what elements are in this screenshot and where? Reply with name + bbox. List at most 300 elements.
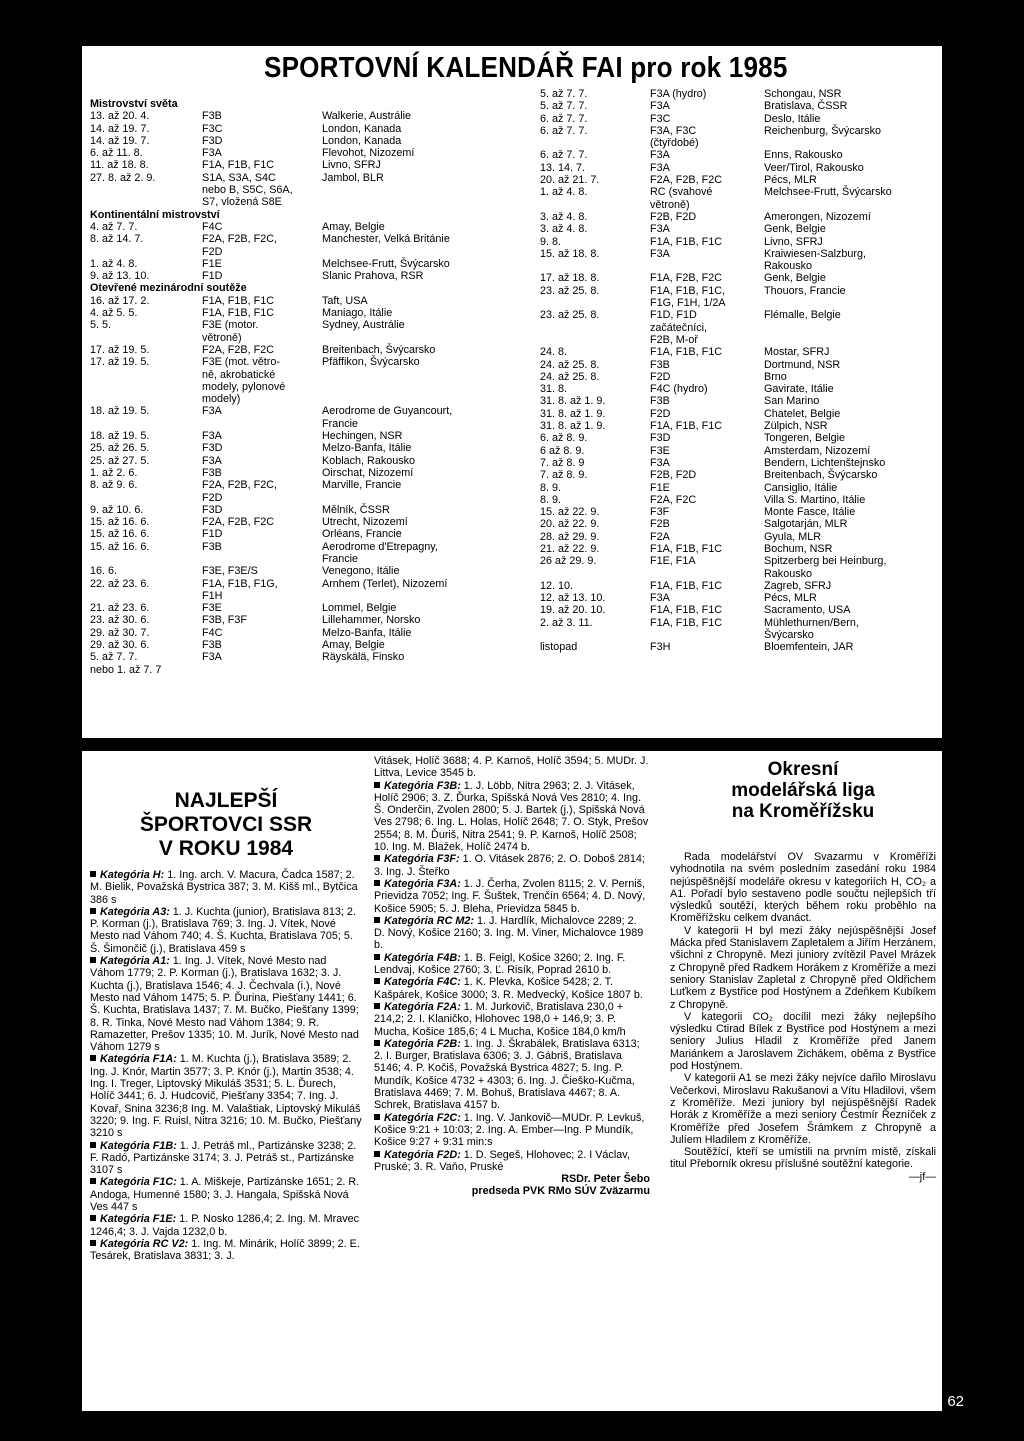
calendar-row [90, 332, 510, 344]
event-place: Amerongen, Nizozemí [764, 210, 871, 223]
event-place: Orléans, Francie [322, 528, 402, 541]
event-date: 16. 6. [90, 565, 118, 578]
event-category: F1A, F1B, F1G, [202, 577, 278, 590]
event-category: nebo B, S5C, S6A, [202, 184, 293, 197]
bullet-icon [374, 1151, 380, 1157]
list-item: Kategória H: 1. Ing. arch. V. Macura, Čadca 1587; 2. M. Bielik, Považská Bystrica 387; 3. M. Kišš ml., Bytčica 386 s [90, 869, 358, 906]
event-place: Bochum, NSR [764, 542, 833, 555]
event-category: (čtyřdobé) [650, 137, 699, 150]
calendar-row [540, 186, 940, 198]
calendar-row [90, 467, 510, 479]
calendar-row [90, 541, 510, 553]
event-date: 31. 8. až 1. 9. [540, 407, 606, 420]
event-category: F2A, F2B, F2C, [202, 479, 277, 492]
calendar-row [90, 639, 510, 651]
event-place: Hechingen, NSR [322, 430, 403, 443]
event-place: Pécs, MLR [764, 592, 817, 605]
event-category: F1D, F1D [650, 309, 697, 322]
list-item: Kategória F1C: 1. A. Miškeje, Partizánske 1651; 2. R. Andoga, Humenné 1580; 3. J. Hangala, Spišská Nová Ves 447 s [90, 1176, 360, 1214]
event-place: Slanic Prahova, RSR [322, 270, 424, 283]
list-item: Kategória F1E: 1. P. Nosko 1286,4; 2. Ing. M. Mravec 1246,4; 3. J. Vajda 1232,0 b. [90, 1213, 360, 1238]
calendar-row [540, 162, 940, 174]
event-date: 4. až 5. 5. [90, 307, 138, 320]
event-date: 8. 9. [540, 493, 562, 506]
event-place: Melzo-Banfa, Itálie [322, 626, 412, 639]
event-place: Maniago, Itálie [322, 307, 393, 320]
event-category: F1D [202, 528, 223, 541]
section-title: Kontinentální mistrovství [90, 208, 220, 221]
event-category: F1E [650, 481, 670, 494]
calendar-row [90, 319, 510, 331]
event-category: F1A, F2B, F2C [650, 272, 722, 285]
calendar-row [540, 629, 940, 641]
event-category: F1A, F1B, F1C [650, 346, 722, 359]
event-date: 5. až 7. 7. [90, 651, 138, 664]
fai-calendar-panel [82, 46, 942, 738]
event-place: Kraiwiesen-Salzburg, [764, 247, 867, 260]
magazine-issue: MODELÁŘ · 2/1985 · 62 [800, 1393, 964, 1410]
event-category: F3A [650, 223, 670, 236]
event-place: Flevohot, Nizozemí [322, 147, 415, 160]
event-date: 17. až 18. 8. [540, 272, 600, 285]
event-date: 18. až 19. 5. [90, 430, 150, 443]
event-date: 9. až 10. 6. [90, 503, 144, 516]
event-date: listopad [540, 641, 578, 654]
event-place: Chatelet, Belgie [764, 407, 841, 420]
event-category: ně, akrobatické [202, 368, 276, 381]
event-date: 5. až 7. 7. [540, 100, 588, 113]
article3-body [670, 851, 936, 1183]
calendar-row [90, 369, 510, 381]
bullet-icon [90, 1215, 96, 1221]
event-category: F1A, F1B, F1C [650, 616, 722, 629]
list-item: Kategória F1A: 1. M. Kuchta (j.), Bratislava 3589; 2. Ing. J. Knór, Martin 3577; 3. P. Knór (j.), Martin 3538; 4. Ing. I. Treger, Liptovský Mikuláš 3531; 5. L. Ďurech, Holíč 3441; 6. J. Hudcovič, Piešťany 3354; 7. Ing. J. Kovař, Snina 3236;8 Ing. M. Valaštiak, Liptovský Mikuláš 3220; 9. Ing. F. Ruisl, Nitra 3216; 10. M. Bučko, Piešťany 3210 s [90, 1053, 362, 1140]
event-category: F1A, F1B, F1C [650, 542, 722, 555]
calendar-row [90, 246, 510, 258]
bullet-icon [90, 871, 96, 877]
calendar-row [540, 309, 940, 321]
calendar-row [540, 408, 940, 420]
calendar-row [540, 334, 940, 346]
event-place: Breitenbach, Švýcarsko [322, 343, 436, 356]
event-category: F1A, F1B, F1C [650, 420, 722, 433]
list-item: Kategória RC V2: 1. Ing. M. Minárik, Holíč 3899; 2. E. Tesárek, Bratislava 3831; 3. J. [90, 1237, 360, 1263]
event-category: F2D [650, 407, 671, 420]
calendar-row [90, 135, 510, 147]
list-item: Kategória A1: 1. Ing. J. Vítek, Nové Mesto nad Váhom 1779; 2. P. Korman (j.), Bratislava 1632; 3. J. Kuchta (j.), Bratislava 1546; 4. J. Čechvala (i.), Nové Mesto nad Váhom 1475; 5. P. Ďurina, Piešťany 1441; 6. Š. Kuchta, Bratislava 1437; 7. M. Bučko, Piešťany 1399; 8. R. Tinka, Nové Mesto nad Váhom 1384; 9. R. Ramazetter, Prešov 1335; 10. M. Jurík, Nové Mesto nad Váhom 1279 s [90, 955, 359, 1054]
event-category: modely) [202, 393, 241, 406]
event-category: F3A [202, 651, 222, 664]
calendar-row [90, 221, 510, 233]
event-category: F1H [202, 589, 223, 602]
event-category: F3E (mot. větro- [202, 356, 280, 369]
event-category: F1A, F1B, F1C [650, 579, 722, 592]
event-date: 1. až 4. 8. [540, 186, 588, 199]
event-category: F3E [202, 602, 222, 615]
event-date: 18. až 19. 5. [90, 405, 150, 418]
bullet-icon [374, 1040, 380, 1046]
event-date: 28. až 29. 9. [540, 530, 600, 543]
event-category: F2A, F2B, F2C [650, 174, 722, 187]
event-date: 21. až 23. 6. [90, 602, 150, 615]
event-place: Sydney, Austrálie [322, 319, 405, 332]
calendar-row [540, 149, 940, 161]
event-place: Koblach, Rakousko [322, 454, 416, 467]
event-category: F1A, F1B, F1C [202, 307, 274, 320]
event-category: F3A (hydro) [650, 88, 707, 100]
event-category: F1A, F1B, F1C [650, 235, 722, 248]
bullet-icon [374, 978, 380, 984]
calendar-row [540, 285, 940, 297]
event-category: F3D [202, 503, 223, 516]
event-place: Rakousko [764, 567, 813, 580]
calendar-row [90, 528, 510, 540]
paragraph: Soutěžící, kteří se umístili na prvním místě, získali titul Přeborník okresu příslušné soutěžní kategorie. [670, 1146, 936, 1171]
calendar-row [540, 432, 940, 444]
calendar-row [540, 395, 940, 407]
event-date: nebo 1. až 7. 7 [90, 663, 162, 676]
calendar-row [90, 578, 510, 590]
calendar-row [540, 518, 940, 530]
event-place: Francie [322, 417, 359, 430]
section-heading [90, 98, 510, 110]
calendar-row [540, 420, 940, 432]
paragraph: V kategorii CO₂ docílil mezi žáky nejlepšího výsledku Ctirad Bílek z Bystřice pod Hostýnem a mezi seniory Julius Hladil z Kroměříže před Janem Mariánkem a Jaroslavem Zichákem, oběma z Bystřice pod Hostýnem. [670, 1010, 936, 1073]
event-category: F1D [202, 270, 223, 283]
event-date: 15. až 18. 8. [540, 247, 600, 260]
event-category: F2D [202, 245, 223, 258]
event-category: F4C (hydro) [650, 383, 708, 396]
calendar-row [90, 356, 510, 368]
calendar-row [90, 651, 510, 663]
event-category: F3A [650, 161, 670, 174]
event-place: Salgotarján, MLR [764, 518, 848, 531]
event-place: Thouors, Francie [764, 284, 846, 297]
event-date: 31. 8. až 1. 9. [540, 420, 606, 433]
event-place: Zagreb, SFRJ [764, 579, 832, 592]
event-place: Melchsee-Frutt, Švýcarsko [764, 186, 892, 199]
event-category: F3D [202, 134, 223, 147]
event-place: Melchsee-Frutt, Švýcarsko [322, 257, 450, 270]
list-item: Kategória F4B: 1. B. Feigl, Košice 3260; 2. Ing. F. Lendvaj, Košice 2760; 3. Ľ. Risík, Poprad 2610 b. [374, 951, 626, 977]
event-category: větroně) [650, 198, 690, 211]
event-place: Rakousko [764, 260, 813, 273]
paragraph: V kategorii A1 se mezi žáky nejvíce dařilo Miroslavu Večerkovi, Miroslavu Rakušanovi a Vítu Hladilovi, všem z Kroměříže. Mezi juniory byl nejúspěšnější Radek Horák z Kroměříže a mezi seniory Čestmír Řezníček z Kroměříže před Josefem Šrámkem z Chropyně a Julíem Hladilem z Kroměříže. [670, 1072, 936, 1146]
event-place: Arnhem (Terlet), Nizozemí [322, 577, 448, 590]
event-category: F2B, F2D [650, 210, 697, 223]
article1-title: NAJLEPŠÍ ŠPORTOVCI SSR V ROKU 1984 [139, 789, 313, 860]
event-category: F3B [202, 466, 222, 479]
calendar-row [540, 322, 940, 334]
event-place: Sacramento, USA [764, 604, 851, 617]
calendar-title: SPORTOVNÍ KALENDÁŘ FAI pro rok 1985 [264, 52, 788, 84]
calendar-row [540, 359, 940, 371]
event-date: 31. 8. až 1. 9. [540, 395, 606, 408]
event-date: 17. až 19. 5. [90, 356, 150, 369]
event-place: Manchester, Velká Británie [322, 233, 450, 246]
bullet-icon [90, 957, 96, 963]
calendar-row [540, 223, 940, 235]
event-date: 24. 8. [540, 346, 568, 359]
calendar-row [90, 233, 510, 245]
event-date: 3. až 4. 8. [540, 223, 588, 236]
calendar-row [90, 344, 510, 356]
event-category: F3H [650, 641, 671, 654]
event-place: Aerodrome de Guyancourt, [322, 405, 453, 418]
event-date: 26 až 29. 9. [540, 555, 597, 568]
event-date: 8. až 9. 6. [90, 479, 138, 492]
event-place: Gyula, MLR [764, 530, 821, 543]
event-place: Tongeren, Belgie [764, 432, 846, 445]
bullet-icon [90, 908, 96, 914]
event-date: 27. 8. až 2. 9. [90, 171, 156, 184]
event-date: 23. až 25. 8. [540, 309, 600, 322]
event-place: London, Kanada [322, 134, 402, 147]
article3-title: Okresní modelářská liga na Kroměřížsku [731, 759, 875, 822]
calendar-row [540, 174, 940, 186]
calendar-row [90, 147, 510, 159]
event-date: 6. až 8. 9. [540, 432, 588, 445]
event-date: 5. až 7. 7. [540, 88, 588, 100]
calendar-row [90, 405, 510, 417]
calendar-row [540, 100, 940, 112]
event-category: F2A, F2B, F2C [202, 516, 274, 529]
event-place: Mühlethurnen/Bern, [764, 616, 859, 629]
calendar-row [540, 482, 940, 494]
calendar-row [90, 565, 510, 577]
event-date: 24. až 25. 8. [540, 358, 600, 371]
event-category: S7, vložená S8E [202, 196, 282, 209]
event-date: 12. až 13. 10. [540, 592, 606, 605]
calendar-row [540, 580, 940, 592]
bullet-icon [374, 782, 380, 788]
event-place: Bendern, Lichtenštejnsko [764, 456, 886, 469]
event-place: Enns, Rakousko [764, 149, 843, 162]
list-item: Kategória F3A: 1. J. Čerha, Zvolen 8115; 2. V. Perniš, Prievidza 7052; Ing. F. Šuštek, Trenčín 6564; 4. D. Nový, Košice 5905; 5. J. Bleha, Prievidza 5845 b. [374, 877, 646, 915]
event-place: Deslo, Itálie [764, 112, 821, 125]
page-number: 30 [82, 1378, 120, 1416]
calendar-row [90, 418, 510, 430]
calendar-row [90, 258, 510, 270]
event-place: Amay, Belgie [322, 220, 385, 233]
calendar-right-column [540, 88, 940, 654]
event-date: 9. až 13. 10. [90, 270, 150, 283]
event-date: 23. až 25. 8. [540, 284, 600, 297]
event-category: F1A, F1B, F1C [650, 604, 722, 617]
event-category: F1E [202, 257, 222, 270]
bullet-icon [90, 1240, 96, 1246]
event-category: F3B [650, 358, 670, 371]
event-date: 20. až 21. 7. [540, 174, 600, 187]
calendar-row [90, 504, 510, 516]
calendar-row [90, 393, 510, 405]
calendar-row [540, 125, 940, 137]
calendar-row [540, 641, 940, 653]
calendar-row [90, 110, 510, 122]
calendar-row [540, 211, 940, 223]
event-category: F3A [202, 454, 222, 467]
signature: —jf— [909, 1170, 936, 1183]
event-date: 16. až 17. 2. [90, 294, 150, 307]
event-place: Jambol, BLR [322, 171, 384, 184]
event-category: F3A [202, 405, 222, 418]
list-item: Kategória F2D: 1. D. Segeš, Hlohovec; 2. I Václav, Pruské; 3. R. Vaňo, Pruské [374, 1148, 630, 1173]
event-place: Dortmund, NSR [764, 358, 841, 371]
event-place: Venegono, Itálie [322, 565, 400, 578]
event-category: F2B, F2D [650, 469, 697, 482]
calendar-row [540, 531, 940, 543]
event-category: F2A, F2B, F2C [202, 343, 274, 356]
event-place: Breitenbach, Švýcarsko [764, 469, 878, 482]
event-date: 19. až 20. 10. [540, 604, 606, 617]
list-item: Kategória F2B: 1. Ing. J. Škrabálek, Bratislava 6313; 2. I. Burger, Bratislava 6306; 3. J. Gábriš, Bratislava 5146; 4. P. Kočiš, Považská Bystrica 4827; 5. Ing. P. Mundík, Košice 4732 + 4303; 6. Ing. J. Čieško-Kučma, Bratislava 4469; 7. M. Bohuš, Bratislava 4467; 8. A. Schrek, Bratislava 4157 b. [374, 1037, 640, 1112]
event-place: Taft, USA [322, 294, 368, 307]
event-category: F3A [650, 149, 670, 162]
event-date: 20. až 22. 9. [540, 518, 600, 531]
article2-body [374, 755, 650, 1198]
event-category: F2D [650, 370, 671, 383]
event-date: 9. 8. [540, 235, 562, 248]
calendar-row [540, 555, 940, 567]
event-category: F3B [202, 110, 222, 123]
event-place: Mostar, SFRJ [764, 346, 830, 359]
event-place: Villa S. Martino, Itálie [764, 493, 866, 506]
event-category: F3B [202, 639, 222, 652]
list-item: Kategória F3B: 1. J. Löbb, Nitra 2963; 2. J. Vitásek, Holíč 2906; 3. Z. Ďurka, Spišská Nová Ves 2810; 4. Ing. Š. Onderčin, Zvolen 2800; 5. J. Bartek (j.), Spišská Nová Ves 2798; 6. Ing. L. Holas, Holíč 2648; 7. O. Styk, Prešov 2554; 8. M. Ďuriš, Nitra 2541; 9. P. Karnoš, Holíč 2508; 10. Ing. M. Blažek, Holíč 2474 b. [374, 779, 649, 854]
event-date: 15. až 22. 9. [540, 506, 600, 519]
event-place: Amay, Belgie [322, 639, 385, 652]
event-category: F3B, F3F [202, 614, 247, 627]
event-date: 24. až 25. 8. [540, 370, 600, 383]
event-date: 6 až 8. 9. [540, 444, 585, 457]
calendar-row [540, 568, 940, 580]
event-place: Pfäffikon, Švýcarsko [322, 356, 420, 369]
event-category: RC (svahové [650, 186, 713, 199]
event-date: 23. až 30. 6. [90, 614, 150, 627]
calendar-row [540, 260, 940, 272]
list-item: Kategória F1B: 1. J. Petráš ml., Partizánske 3238; 2. F. Radó, Partizánske 3174; 3. J. Petráš st., Partizánske 3107 s [90, 1139, 357, 1177]
calendar-row [90, 196, 510, 208]
event-date: 15. až 16. 6. [90, 528, 150, 541]
event-place: Lommel, Belgie [322, 602, 397, 615]
event-place: Genk, Belgie [764, 272, 826, 285]
calendar-row [540, 494, 940, 506]
event-date: 4. až 7. 7. [90, 220, 138, 233]
event-place: Oirschat, Nizozemí [322, 466, 414, 479]
event-place: Brno [764, 370, 787, 383]
event-place: Melzo-Banfa, Itálie [322, 442, 412, 455]
event-date: 25. až 27. 5. [90, 454, 150, 467]
event-category: F2B [650, 518, 670, 531]
paragraph: V kategorii H byl mezi žáky nejúspěšnější Josef Mácka před Stanislavem Zapletalem a Jiřím Herzánem, všichni z Chropyně. Mezi juniory zvítězil Pavel Mrázek z Chropyně před Radkem Horákem z Kroměříže a mezi seniory Stanislav Zapletal z Chropyně před Oldřichem Luťkem z Bystřice pod Hostýnem a Zdeňkem Kubíkem z Chropyně. [670, 924, 936, 1011]
calendar-row [90, 123, 510, 135]
event-place: Monte Fasce, Itálie [764, 506, 856, 519]
event-date: 12. 10. [540, 579, 574, 592]
calendar-row [90, 307, 510, 319]
event-date: 31. 8. [540, 383, 568, 396]
event-category: modely, pylonové [202, 380, 286, 393]
calendar-row [540, 113, 940, 125]
calendar-row [540, 506, 940, 518]
event-place: Schongau, NSR [764, 88, 842, 100]
calendar-row [540, 469, 940, 481]
calendar-row [540, 137, 940, 149]
calendar-row [540, 457, 940, 469]
event-date: 13. 14. 7. [540, 161, 586, 174]
calendar-row [540, 236, 940, 248]
event-date: 15. až 16. 6. [90, 516, 150, 529]
event-place: Marville, Francie [322, 479, 402, 492]
bullet-icon [90, 1055, 96, 1061]
event-place: Gavirate, Itálie [764, 383, 834, 396]
event-category: F1A, F1B, F1C, [650, 284, 725, 297]
event-place: Aerodrome d'Etrepagny, [322, 540, 438, 553]
calendar-row [540, 346, 940, 358]
event-date: 8. až 14. 7. [90, 233, 144, 246]
event-date: 22. až 23. 6. [90, 577, 150, 590]
calendar-row [90, 627, 510, 639]
list-item: Kategória RC M2: 1. J. Hardlík, Michalovce 2289; 2. D. Nový, Košice 2160; 3. Ing. M. Viner, Michalovce 1989 b. [374, 914, 644, 952]
event-category: F3E (motor. [202, 319, 259, 332]
event-category: F3A [650, 592, 670, 605]
calendar-row [540, 272, 940, 284]
event-place: Francie [322, 552, 359, 565]
event-place: Bratislava, ČSSR [764, 100, 848, 113]
event-category: F3A [650, 456, 670, 469]
calendar-row [540, 604, 940, 616]
list-item: Kategória F2C: 1. Ing. V. Jankovič—MUDr. P. Levkuš, Košice 9:21 + 10:03; 2. Ing. A. Ember—Ing. P Mundík, Košice 9:27 + 9:31 min:s [374, 1111, 645, 1149]
event-place: Utrecht, Nizozemí [322, 516, 408, 529]
event-date: 8. 9. [540, 481, 562, 494]
event-place: London, Kanada [322, 122, 402, 135]
event-category: S1A, S3A, S4C [202, 171, 276, 184]
event-place: Räyskälä, Finsko [322, 651, 405, 664]
event-date: 6. až 7. 7. [540, 149, 588, 162]
event-category: F3B [650, 395, 670, 408]
event-date: 13. až 20. 4. [90, 110, 150, 123]
section-heading [90, 209, 510, 221]
event-date: 6. až 7. 7. [540, 112, 588, 125]
event-category: F3E, F3E/S [202, 565, 258, 578]
event-category: F3D [202, 442, 223, 455]
calendar-row [90, 295, 510, 307]
event-category: F3A [202, 147, 222, 160]
list-item: Kategória F3F: 1. O. Vitásek 2876; 2. O. Doboš 2814; 3. Ing. J. Šteřko [374, 853, 645, 878]
bullet-icon [374, 917, 380, 923]
event-date: 7. až 8. 9 [540, 456, 585, 469]
signature-name: RSDr. Peter Šebo [561, 1173, 650, 1186]
calendar-row [90, 516, 510, 528]
signature-role: predseda PVK RMo SÚV Zväzarmu [471, 1185, 650, 1198]
event-category: F2B, M-oř [650, 333, 698, 346]
event-category: F1A, F1B, F1C [202, 159, 274, 172]
calendar-row [540, 248, 940, 260]
calendar-row [90, 614, 510, 626]
event-category: F3A [202, 430, 222, 443]
list-item: Kategória F4C: 1. K. Plevka, Košice 5428; 2. T. Kašpárek, Košice 3000; 3. R. Medvecký, Košice 1807 b. [374, 976, 643, 1001]
event-place: Mělník, ČSSR [322, 503, 390, 516]
calendar-row [540, 445, 940, 457]
calendar-row [540, 617, 940, 629]
event-date: 2. až 3. 11. [540, 616, 593, 629]
event-place: Zülpich, NSR [764, 420, 828, 433]
event-category: F3A, F3C [650, 124, 697, 137]
event-place: Cansiglio, Itálie [764, 481, 838, 494]
calendar-row [90, 381, 510, 393]
calendar-row [90, 602, 510, 614]
list-item: Kategória A3: 1. J. Kuchta (junior), Bratislava 813; 2. P. Korman (j.), Bratislava 769; 3. Ing. J. Vítek, Nové Mesto nad Váhom 740; 4. Š. Kuchta, Bratislava 705; 5. Š. Šimončič (j.), Bratislava 459 s [90, 905, 356, 955]
event-place: Livno, SFRJ [764, 235, 823, 248]
